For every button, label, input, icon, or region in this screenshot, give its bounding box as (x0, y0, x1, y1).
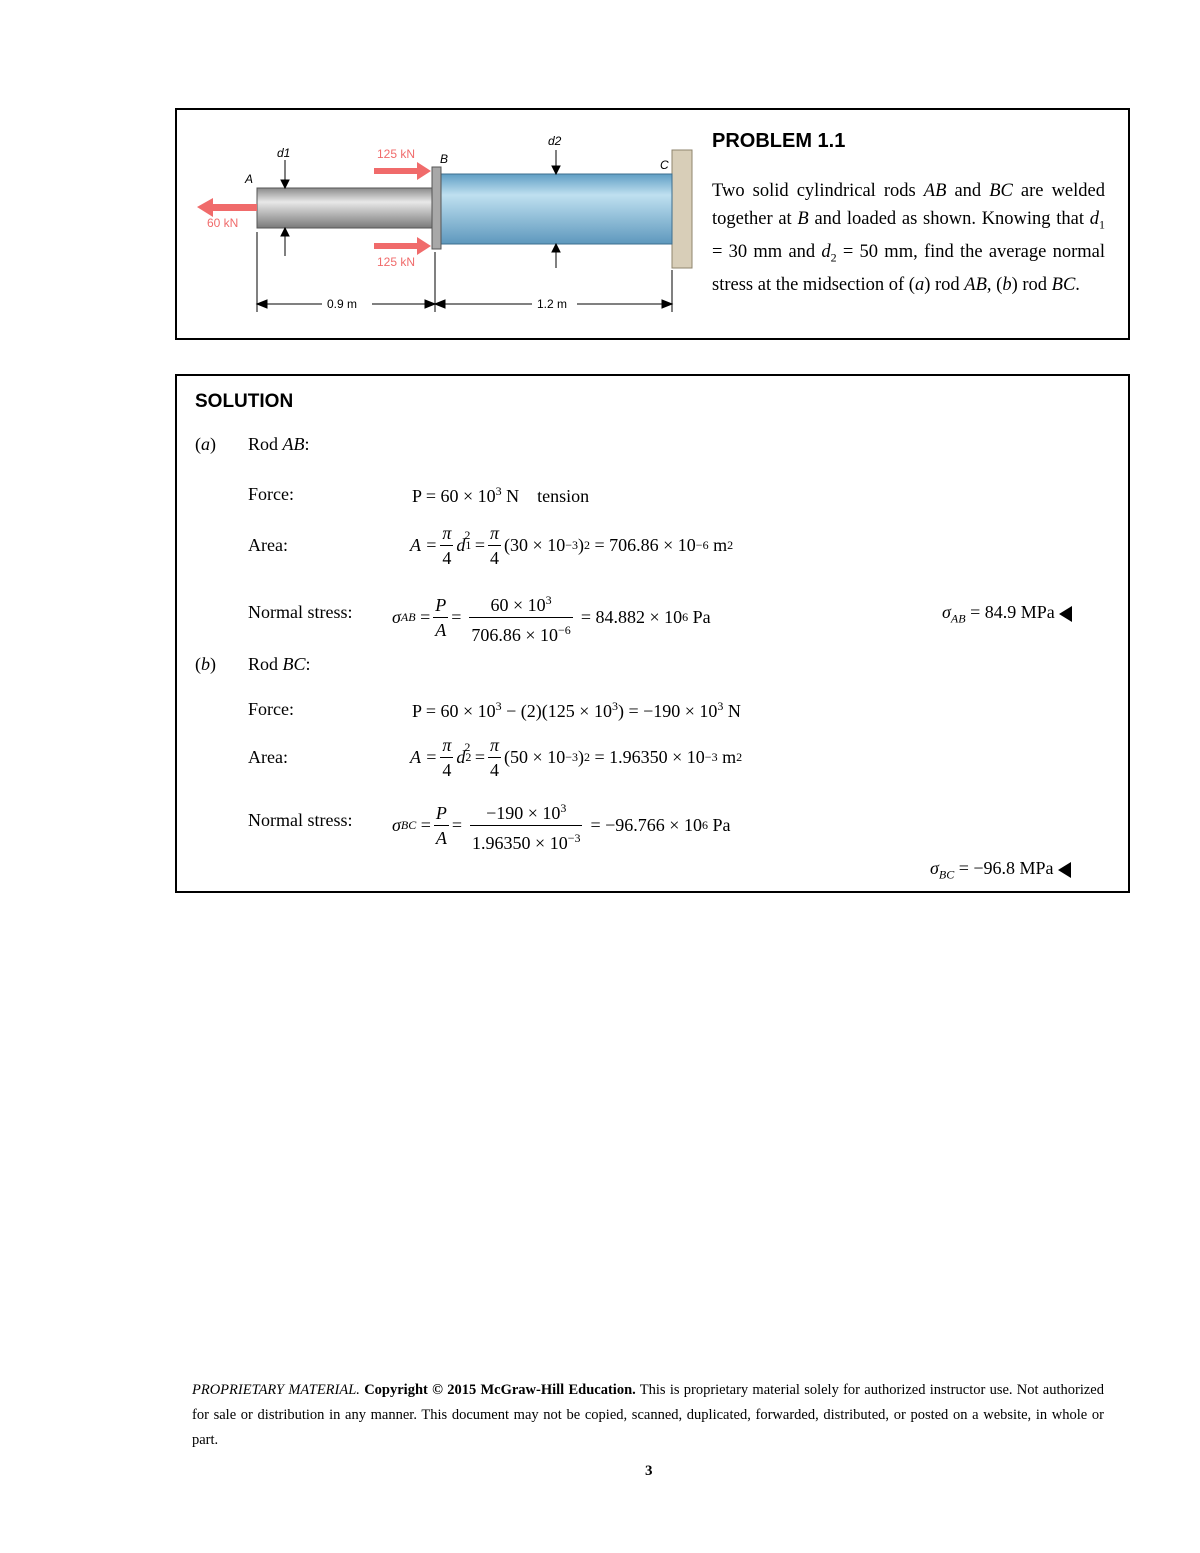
part-b-stress-expr: σ BC = $\frac{P}{A}$ = $\frac{-190 \times 10^3}{1.96350 \times 10^{-3}}$ = −96.766 × 10 6 Pa (392, 801, 731, 853)
part-b-force-label: Force: (248, 699, 294, 719)
rod-bc (439, 174, 672, 244)
answer-arrow-icon (1058, 862, 1071, 878)
problem-figure (177, 110, 697, 338)
part-a-stress-label: Normal stress: (248, 602, 353, 622)
fig-force-bottom: 125 kN (377, 255, 416, 269)
force-arrow-bottom (374, 237, 431, 255)
part-a-force-label: Force: (248, 484, 294, 504)
fig-label-b: B (440, 152, 449, 166)
wall (672, 150, 692, 268)
solution-box (175, 374, 1130, 893)
part-a-area-label: Area: (248, 535, 288, 555)
page-number: 3 (645, 1463, 653, 1479)
part-a-answer: $\sigma_{AB} = 84.9$ MPa (942, 602, 1072, 627)
part-b-force-expr: $P = 60 \times 10^3 - (2)(125 \times 10^3) = -190 \times 10^3$ N (412, 699, 741, 721)
fig-force-left: 60 kN (207, 216, 239, 230)
fig-label-d1: d1 (277, 146, 291, 160)
fig-label-d2: d2 (548, 134, 562, 148)
problem-title: PROBLEM 1.1 (712, 130, 846, 152)
answer-arrow-icon (1059, 606, 1072, 622)
rod-ab (257, 188, 432, 228)
fig-dim-bc: 1.2 m (537, 297, 568, 311)
fig-label-c: C (660, 158, 669, 172)
fig-force-top: 125 kN (377, 147, 416, 161)
force-arrow-top (374, 162, 431, 180)
fig-dim-ab: 0.9 m (327, 297, 358, 311)
part-b-heading: Rod BC: (248, 654, 311, 674)
part-b-marker: (b) (195, 654, 216, 674)
part-b-answer: $\sigma_{BC} = -96.8$ MPa (930, 858, 1071, 883)
solution-title: SOLUTION (195, 391, 294, 412)
part-a-area-expr: A = $\frac{\pi}{4}$ d 1 $^2$ = $\frac{\pi}{4}$ (30 × 10 −3 ) 2 = 706.86 × 10 −6 m 2 (410, 523, 734, 568)
collar-b (432, 167, 441, 249)
part-a-heading: Rod AB: (248, 434, 310, 454)
part-a-force-expr: $P = 60 \times 10^3$ N tension (412, 484, 590, 506)
problem-box (175, 108, 1130, 340)
part-b-stress-label: Normal stress: (248, 810, 353, 830)
force-arrow-left (197, 198, 257, 217)
part-b-area-expr: A = $\frac{\pi}{4}$ d 2 $^2$ = $\frac{\pi}{4}$ (50 × 10 −3 ) 2 = 1.96350 × 10 −3 m 2 (410, 735, 743, 780)
fig-label-a: A (245, 172, 254, 186)
part-b-area-label: Area: (248, 747, 288, 767)
copyright-footer: PROPRIETARY MATERIAL. Copyright © 2015 McGraw-Hill Education. This is proprietary material solely for authorized instructor use. Not authorized for sale or distribution in any manner. This document may not be copied, scanned, duplicated, forwarded, distributed, or posted on a website, in whole or part. (192, 1382, 1104, 1448)
problem-statement: Two solid cylindrical rods AB and BC are welded together at B and loaded as shown. Knowing that $d_1 = 30$ mm and $d_2 = 50$ mm, find the average normal stress at the midsection of (a) rod AB, (b) rod BC. (712, 181, 1105, 295)
part-a-marker: (a) (195, 434, 216, 454)
part-a-stress-expr: σ AB = $\frac{P}{A}$ = $\frac{60 \times 10^3}{706.86 \times 10^{-6}}$ = 84.882 × 10 6 Pa (392, 593, 711, 645)
